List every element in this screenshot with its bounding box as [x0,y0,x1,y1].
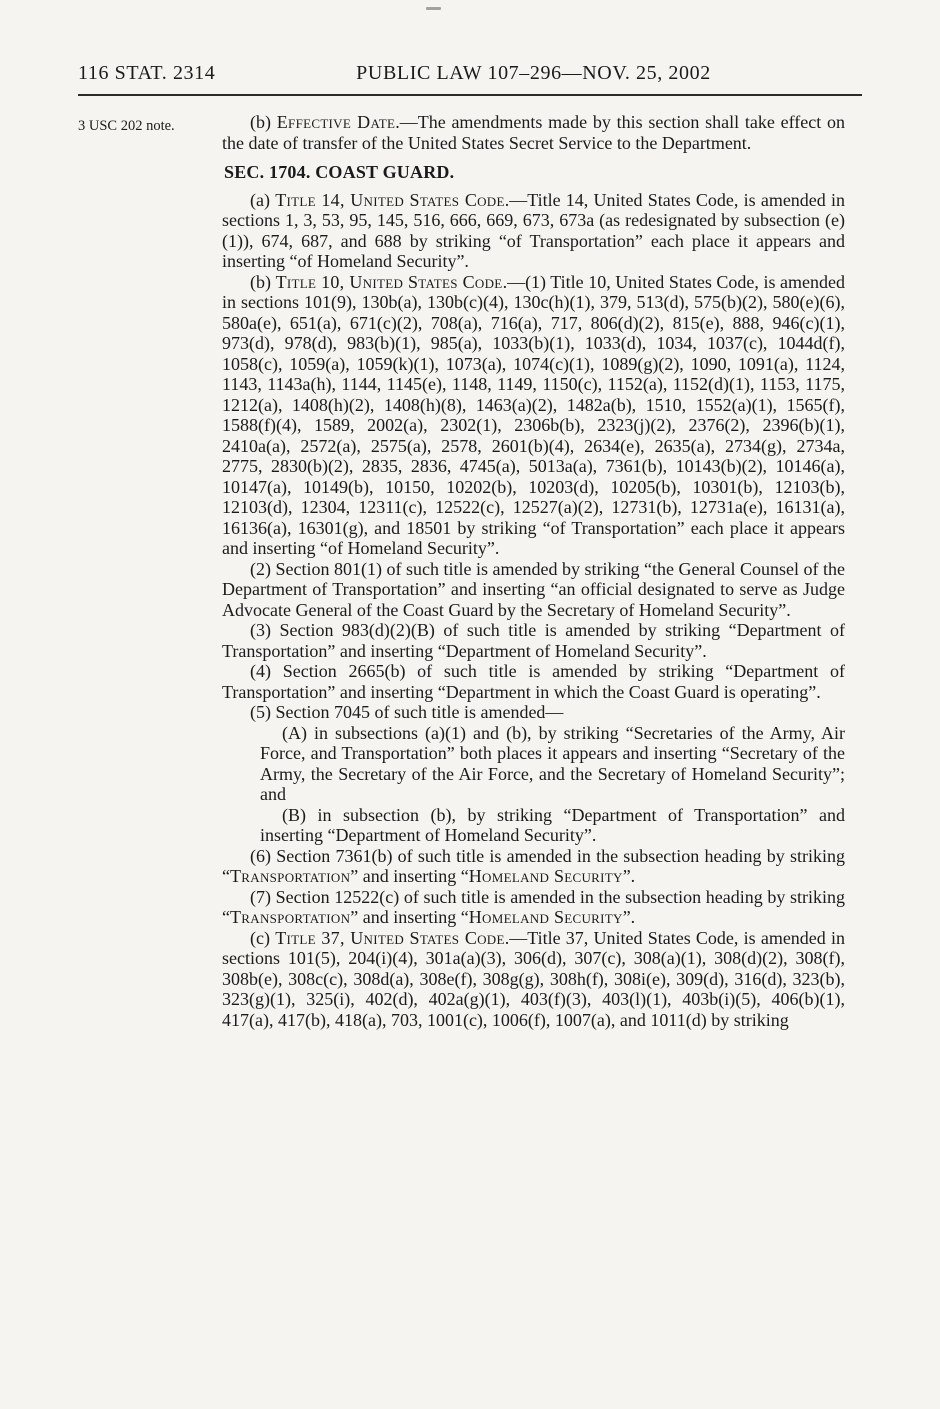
header-rule [78,94,862,96]
para-section-7045-subpara-a: (A) in subsections (a)(1) and (b), by striking “Secretaries of the Army, Air Force, and Transportation” both places it appears and inserting “Secretary of the Army, the Secretary of the Air Force, and the Secretary of Homeland Security”; and [260,722,845,804]
stat-number: 116 STAT. 2314 [78,62,216,84]
margin-note-usc: 3 USC 202 note. [78,118,175,134]
para-title-37-amendments: (c) Title 37, United States Code.—Title 37, United States Code, is amended in sections 101(5), 204(i)(4), 301a(a)(3), 306(d), 307(c), 308(a)(1), 308(d)(2), 308(f), 308b(e), 308c(c), 308d(a), 308e(f), 308g(g), 308h(f), 308i(e), 309(d), 316(d), 323(b), 323(g)(1), 325(i), 402(d), 402a(g)(1), 403(f)(3), 403(l)(1), 403b(i)(5), 406(b)(1), 417(a), 417(b), 418(a), 703, 1001(c), 1006(f), 1007(a), and 1011(d) by striking [222,927,846,1030]
para-section-7045: (5) Section 7045 of such title is amended— [250,702,564,722]
para-section-983: (3) Section 983(d)(2)(B) of such title is amended by striking “Department of Transportation” and inserting “Department of Homeland Security”. [222,620,845,661]
para-section-12522: (7) Section 12522(c) of such title is amended in the subsection heading by striking “Transportation” and inserting “Homeland Security”. [222,886,845,927]
para-section-801: (2) Section 801(1) of such title is amended by striking “the General Counsel of the Department of Transportation” and inserting “an official designated to serve as Judge Advocate General of the Coast Guard by the Secretary of Homeland Security”. [222,558,845,620]
para-title-14-amendments: (a) Title 14, United States Code.—Title 14, United States Code, is amended in sections 1, 3, 53, 95, 145, 516, 666, 669, 673, 673a (as redesignated by subsection (e)(1)), 674, 687, and 688 by striking “of Transportation” each place it appears and inserting “of Homeland Security”. [222,189,846,271]
para-section-7045-subpara-b: (B) in subsection (b), by striking “Department of Transportation” and inserting “Department of Homeland Security”. [260,804,845,845]
para-section-2665: (4) Section 2665(b) of such title is amended by striking “Department of Transportation” and inserting “Department in which the Coast Guard is operating”. [222,661,845,702]
law-title: PUBLIC LAW 107–296—NOV. 25, 2002 [356,62,711,84]
para-section-7361: (6) Section 7361(b) of such title is amended in the subsection heading by striking “Transportation” and inserting “Homeland Security”. [222,845,845,886]
para-effective-date: (b) Effective Date.—The amendments made by this section shall take effect on the date of transfer of the United States Secret Service to the Department. [222,112,845,153]
section-heading-1704: SEC. 1704. COAST GUARD. [224,162,455,182]
scan-artifact-mark [426,7,441,10]
statute-body [222,112,845,1030]
para-title-10-amendments: (b) Title 10, United States Code.—(1) Title 10, United States Code, is amended in sections 101(9), 130b(a), 130b(c)(4), 130c(h)(1), 379, 513(d), 575(b)(2), 580(e)(6), 580a(e), 651(a), 671(c)(2), 708(a), 716(a), 717, 806(d)(2), 815(e), 888, 946(c)(1), 973(d), 978(d), 983(b)(1), 985(a), 1033(b)(1), 1033(d), 1034, 1037(c), 1044d(f), 1058(c), 1059(a), 1059(k)(1), 1073(a), 1074(c)(1), 1089(g)(2), 1090, 1091(a), 1124, 1143, 1143a(h), 1144, 1145(e), 1148, 1149, 1150(c), 1152(a), 1152(d)(1), 1153, 1175, 1212(a), 1408(h)(2), 1408(h)(8), 1463(a)(2), 1482a(b), 1510, 1552(a)(1), 1565(f), 1588(f)(4), 1589, 2002(a), 2302(1), 2306b(b), 2323(j)(2), 2376(2), 2396(b)(1), 2410a(a), 2572(a), 2575(a), 2578, 2601(b)(4), 2634(e), 2635(a), 2734(g), 2734a, 2775, 2830(b)(2), 2835, 2836, 4745(a), 5013a(a), 7361(b), 10143(b)(2), 10146(a), 10147(a), 10149(b), 10150, 10202(b), 10203(d), 10205(b), 10301(b), 12103(b), 12103(d), 12304, 12311(c), 12522(c), 12527(a)(2), 12731(b), 12731a(e), 16131(a), 16136(a), 16301(g), and 18501 by striking “of Transportation” each place it appears and inserting “of Homeland Security”. [222,271,845,558]
